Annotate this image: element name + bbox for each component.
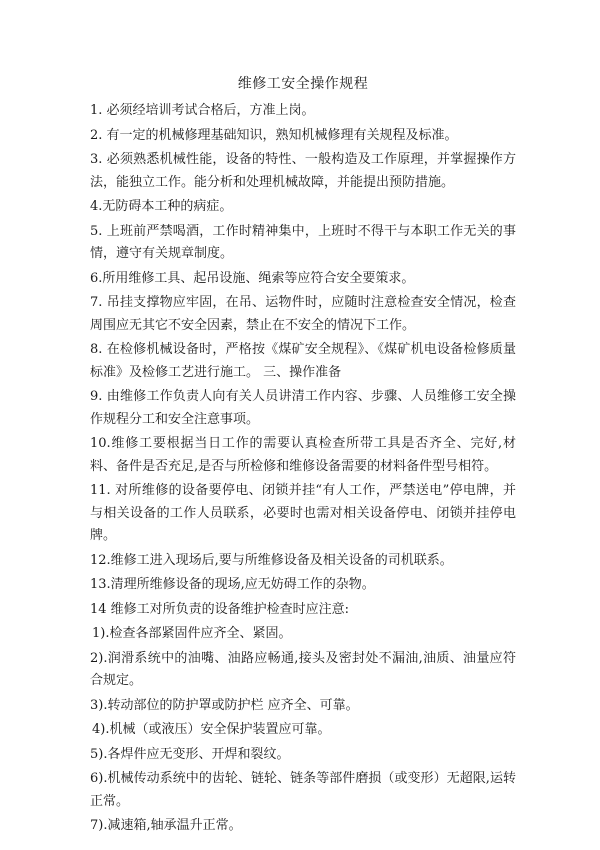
inspection-subitem-3: 3).转动部位的防护罩或防护栏 应齐全、可靠。 (90, 697, 359, 713)
inspection-subitem-2: 2).润滑系统中的油嘴、油路应畅通,接头及密封处不漏油,油质、油量应符合规定。 (90, 650, 516, 688)
regulation-item-12: 12.维修工进入现场后,要与所维修设备及相关设备的司机联系。 (90, 552, 453, 568)
regulation-item-14: 14 维修工对所负责的设备维护检查时应注意: (90, 601, 350, 617)
regulation-item-1: 1. 必须经培训考试合格后，方准上岗。 (90, 103, 315, 118)
regulation-item-13: 13.清理所维修设备的现场,应无妨碍工作的杂物。 (90, 577, 375, 592)
regulation-item-6: 6.所用维修工具、起吊设施、绳索等应符合安全要策求。 (90, 270, 415, 286)
regulation-item-5: 5. 上班前严禁喝酒，工作时精神集中，上班时不得干与本职工作无关的事情，遵守有关规章制度。 (90, 223, 516, 261)
inspection-subitem-7: 7).减速箱,轴承温升正常。 (90, 818, 242, 833)
regulation-item-11: 11. 对所维修的设备要停电、闭锁并挂“有人工作，严禁送电”停电牌，并与相关设备的工作人员联系，必要时也需对相关设备停电、闭锁并挂停电牌。 (90, 483, 516, 543)
inspection-subitem-5: 5).各焊件应无变形、开焊和裂纹。 (90, 746, 290, 762)
regulation-item-10: 10.维修工要根据当日工作的需要认真检查所带工具是否齐全、完好,材料、备件是否充足,是否与所检修和维修设备需要的材料备件型号相符。 (90, 436, 516, 474)
regulation-item-4: 4.无防碍本工种的病症。 (90, 199, 233, 214)
regulation-item-3: 3. 必须熟悉机械性能，设备的特性、一般构造及工作原理，并掌握操作方法，能独立工作。能分析和处理机械故障，并能提出预防措施。 (90, 152, 516, 190)
inspection-subitem-1: 1).检查各部紧固件应齐全、紧固。 (92, 626, 292, 641)
inspection-subitem-4: 4).机械（或液压）安全保护装置应可靠。 (92, 722, 331, 737)
regulation-list (90, 100, 516, 838)
inspection-subitem-6: 6).机械传动系统中的齿轮、链轮、链条等部件磨损（或变形）无超限,运转正常。 (90, 771, 516, 809)
regulation-item-2: 2. 有一定的机械修理基础知识，熟知机械修理有关规程及标准。 (90, 127, 458, 143)
regulation-item-7: 7. 吊挂支撑物应牢固，在吊、运物件时，应随时注意检查安全情况，检查周围应无其它不安全因素，禁止在不安全的情况下工作。 (90, 295, 516, 333)
document-title: 维修工安全操作规程 (237, 76, 369, 92)
regulation-item-8: 8. 在检修机械设备时，严格按《煤矿安全规程》、《煤矿机电设备检修质量标准》及检修工艺进行施工。 三、操作准备 (90, 342, 516, 380)
regulation-item-9: 9. 由维修工作负责人向有关人员讲清工作内容、步骤、人员维修工安全操作规程分工和安全注意事项。 (90, 389, 516, 427)
